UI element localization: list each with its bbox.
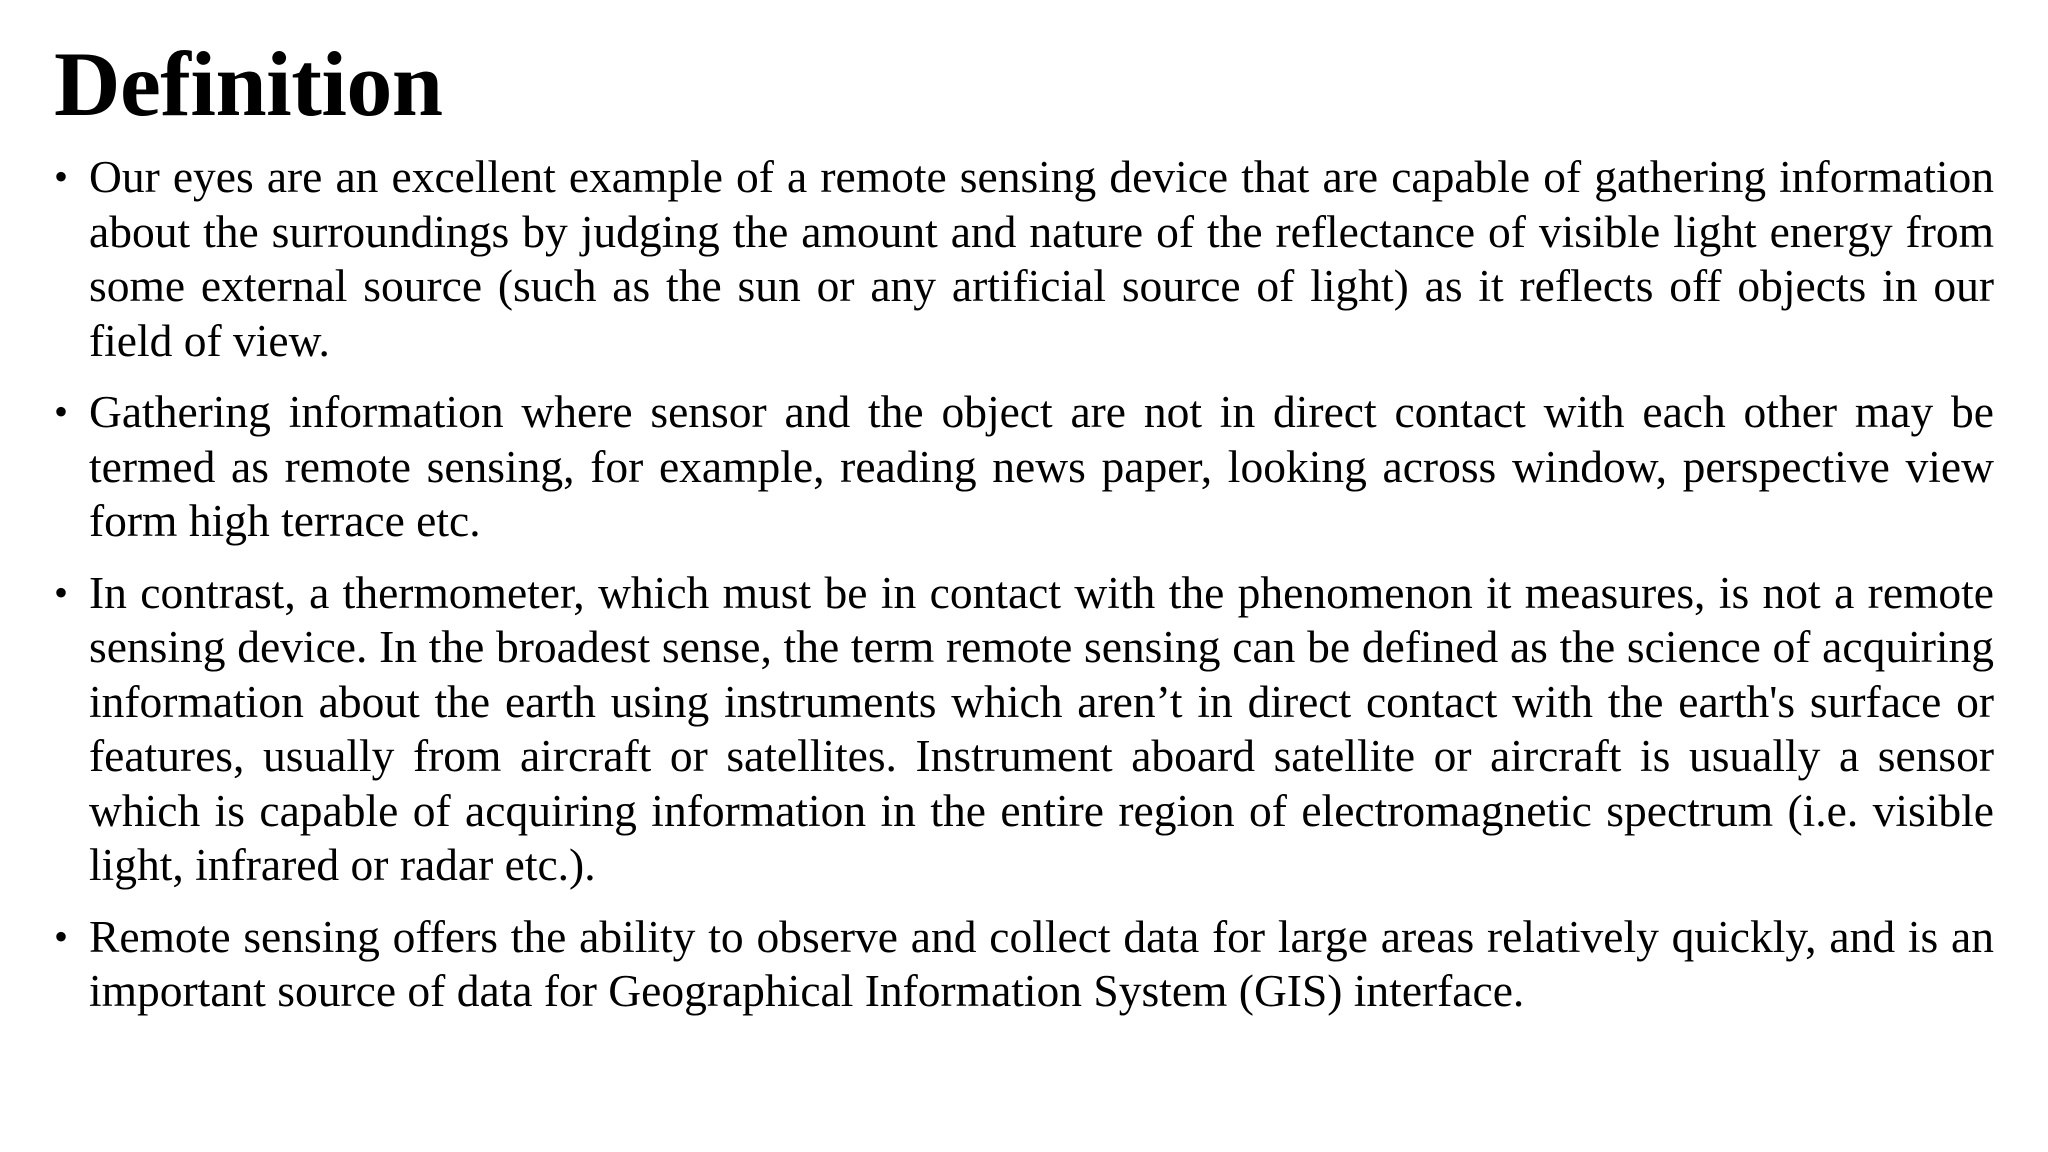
bullet-icon: •	[54, 569, 69, 615]
bullet-item-3	[54, 566, 1994, 893]
bullet-item-2	[54, 385, 1994, 549]
bullet-list	[54, 150, 1994, 1036]
bullet-icon: •	[54, 913, 69, 959]
bullet-text: In contrast, a thermometer, which must be in contact with the phenomenon it measures, is not a remote sensing device. In the broadest sense, the term remote sensing can be defined as the science of acquiring information about the earth using instruments which aren’t in direct contact with the earth's surface or features, usually from aircraft or satellites. Instrument aboard satellite or aircraft is usually a sensor which is capable of acquiring information in the entire region of electromagnetic spectrum (i.e. visible light, infrared or radar etc.).	[89, 566, 1994, 890]
bullet-text: Gathering information where sensor and the object are not in direct contact with each other may be termed as remote sensing, for example, reading news paper, looking across window, perspective view form high terrace etc.	[89, 386, 1994, 546]
bullet-text: Remote sensing offers the ability to observe and collect data for large areas relatively quickly, and is an important source of data for Geographical Information System (GIS) interface.	[89, 910, 1994, 1016]
bullet-item-1	[54, 150, 1994, 368]
bullet-text: Our eyes are an excellent example of a remote sensing device that are capable of gathering information about the surroundings by judging the amount and nature of the reflectance of visible light energy from some external source (such as the sun or any artificial source of light) as it reflects off objects in our field of view.	[89, 151, 1994, 366]
bullet-icon: •	[54, 389, 69, 434]
bullet-item-4	[54, 910, 1994, 1019]
bullet-icon: •	[54, 154, 69, 199]
slide-title: Definition	[54, 33, 443, 135]
